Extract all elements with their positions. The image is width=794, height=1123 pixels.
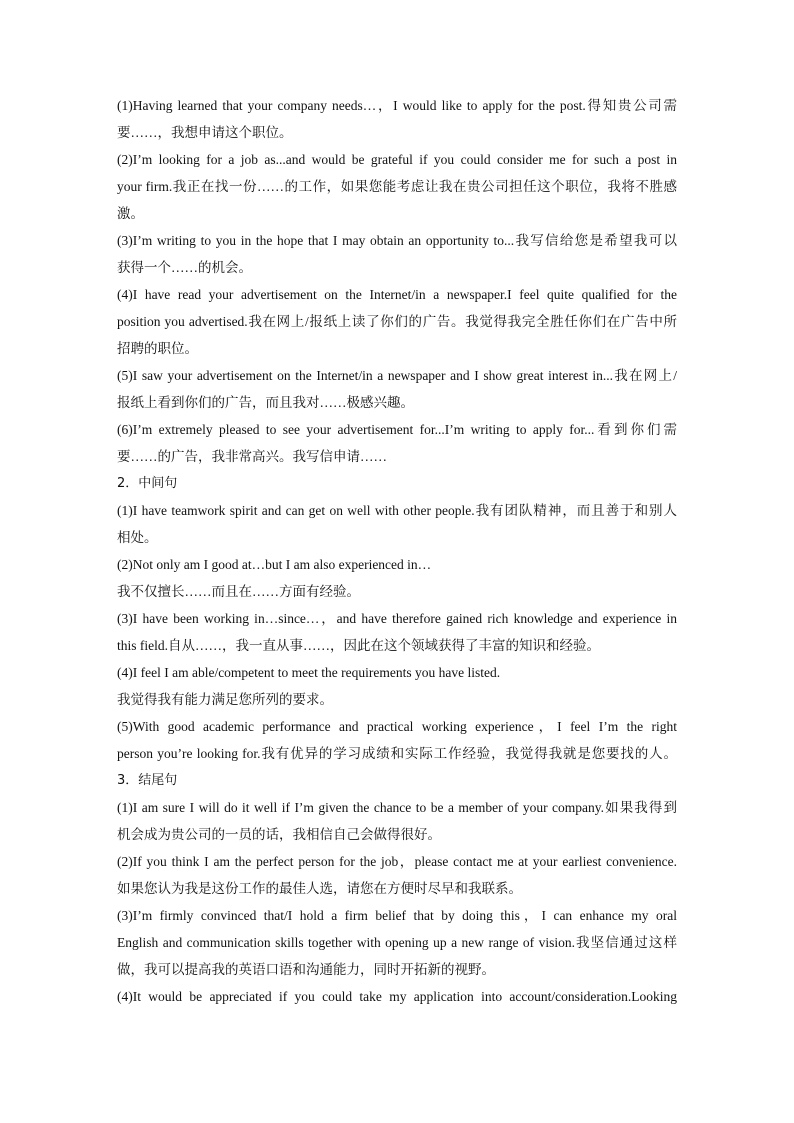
text-line: English and communication skills together with opening up a new range of vision.我坚信通过这样 bbox=[117, 935, 677, 950]
text-line: (3)I have been working in…since…，and have therefore gained rich knowledge and experience in bbox=[117, 611, 677, 626]
text-line: 激。 bbox=[117, 206, 144, 221]
text-line: 招聘的职位。 bbox=[117, 341, 198, 356]
text-line: person you’re looking for.我有优异的学习成绩和实际工作经验，我觉得我就是您要找的人。 bbox=[117, 746, 677, 761]
text-line: (2)Not only am I good at…but I am also experienced in… bbox=[117, 557, 432, 572]
text-line: (1)I am sure I will do it well if I’m given the chance to be a member of your company.如果我得到 bbox=[117, 800, 677, 815]
text-line: 机会成为贵公司的一员的话，我相信自己会做得很好。 bbox=[117, 827, 441, 842]
text-line: (5)With good academic performance and practical working experience，I feel I’m the right bbox=[117, 719, 677, 734]
text-line: 获得一个……的机会。 bbox=[117, 260, 252, 275]
text-line: 报纸上看到你们的广告，而且我对……极感兴趣。 bbox=[117, 395, 414, 410]
text-line: (1)I have teamwork spirit and can get on well with other people.我有团队精神，而且善于和别人 bbox=[117, 503, 677, 518]
section-heading: 2．中间句 bbox=[117, 476, 178, 491]
text-line: 要……，我想申请这个职位。 bbox=[117, 125, 293, 140]
text-line: (4)It would be appreciated if you could take my application into account/consideration.Looking bbox=[117, 989, 677, 1004]
text-line: (4)I have read your advertisement on the Internet/in a newspaper.I feel quite qualified for the bbox=[117, 287, 677, 302]
text-line: 相处。 bbox=[117, 530, 158, 545]
section-heading: 3．结尾句 bbox=[117, 773, 178, 788]
text-line: (3)I’m writing to you in the hope that I may obtain an opportunity to...我写信给您是希望我可以 bbox=[117, 233, 677, 248]
text-line: 做，我可以提高我的英语口语和沟通能力，同时开拓新的视野。 bbox=[117, 962, 495, 977]
text-line: (6)I’m extremely pleased to see your advertisement for...I’m writing to apply for...看到你们需 bbox=[117, 422, 677, 437]
text-line: (2)I’m looking for a job as...and would be grateful if you could consider me for such a post in bbox=[117, 152, 677, 167]
text-line: (4)I feel I am able/competent to meet the requirements you have listed. bbox=[117, 665, 501, 680]
text-line: 我不仅擅长……而且在……方面有经验。 bbox=[117, 584, 360, 599]
text-line: (2)If you think I am the perfect person for the job，please contact me at your earliest convenience. bbox=[117, 854, 677, 869]
text-line: your firm.我正在找一份……的工作，如果您能考虑让我在贵公司担任这个职位，我将不胜感 bbox=[117, 179, 677, 194]
text-line: (5)I saw your advertisement on the Internet/in a newspaper and I show great interest in...我在网上/ bbox=[117, 368, 677, 383]
text-line: position you advertised.我在网上/报纸上读了你们的广告。我觉得我完全胜任你们在广告中所 bbox=[117, 314, 677, 329]
text-line: (1)Having learned that your company needs…，I would like to apply for the post.得知贵公司需 bbox=[117, 98, 677, 113]
text-line: 要……的广告，我非常高兴。我写信申请…… bbox=[117, 449, 387, 464]
text-line: (3)I’m firmly convinced that/I hold a firm belief that by doing this，I can enhance my oral bbox=[117, 908, 677, 923]
text-line: 如果您认为我是这份工作的最佳人选，请您在方便时尽早和我联系。 bbox=[117, 881, 522, 896]
text-line: 我觉得我有能力满足您所列的要求。 bbox=[117, 692, 333, 707]
text-line: this field.自从……，我一直从事……，因此在这个领域获得了丰富的知识和经验。 bbox=[117, 638, 600, 653]
